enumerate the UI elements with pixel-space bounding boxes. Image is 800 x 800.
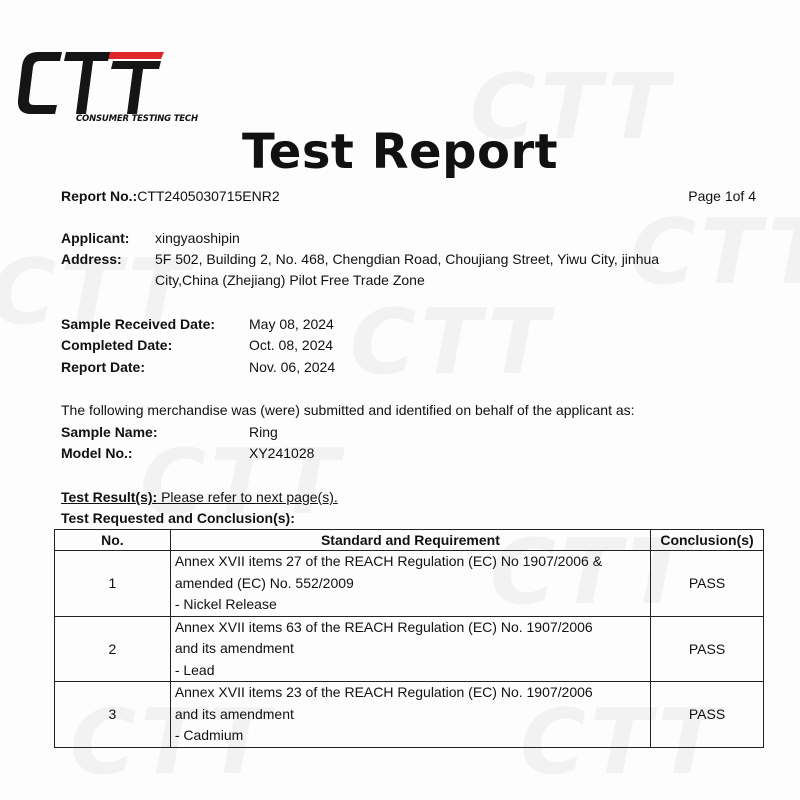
row-number: 2 bbox=[55, 616, 171, 682]
report-number-label: Report No.: bbox=[61, 188, 138, 204]
standard-line: - Nickel Release bbox=[174, 596, 277, 612]
report-number-row bbox=[61, 186, 280, 207]
standard-line: amended (EC) No. 552/2009 bbox=[174, 574, 354, 591]
applicant-value: xingyaoshipin bbox=[155, 230, 240, 246]
completed-date-value: Oct. 08, 2024 bbox=[249, 337, 334, 353]
row-standard bbox=[170, 616, 650, 682]
table-header-row bbox=[55, 530, 764, 551]
sample-received-value: May 08, 2024 bbox=[249, 316, 334, 332]
results-table bbox=[54, 529, 764, 748]
table-row bbox=[55, 616, 764, 682]
test-result-row bbox=[61, 487, 338, 508]
table-row bbox=[55, 551, 764, 617]
row-conclusion: PASS bbox=[651, 616, 764, 682]
row-standard bbox=[170, 682, 650, 748]
address-line-2: City,China (Zhejiang) Pilot Free Trade Zone bbox=[155, 272, 425, 288]
standard-line: Annex XVII items 27 of the REACH Regulation (EC) No 1907/2006 & bbox=[174, 553, 603, 569]
completed-date-label: Completed Date: bbox=[61, 337, 173, 353]
sample-name-value: Ring bbox=[249, 424, 278, 440]
standard-line: - Cadmium bbox=[174, 727, 244, 743]
standard-line: and its amendment bbox=[174, 640, 294, 656]
applicant-label: Applicant: bbox=[61, 230, 130, 246]
report-number: CTT2405030715ENR2 bbox=[137, 188, 280, 204]
sample-name-label: Sample Name: bbox=[61, 424, 158, 440]
intro-text: The following merchandise was (were) submitted and identified on behalf of the applicant as: bbox=[61, 402, 635, 418]
row-conclusion: PASS bbox=[651, 682, 764, 748]
row-number: 3 bbox=[55, 682, 171, 748]
logo-tagline: CONSUMER TESTING TECH bbox=[76, 114, 198, 124]
header-no: No. bbox=[55, 530, 171, 551]
row-standard bbox=[170, 551, 650, 617]
standard-line: Annex XVII items 63 of the REACH Regulation (EC) No. 1907/2006 bbox=[174, 618, 593, 635]
standard-line: Annex XVII items 23 of the REACH Regulation (EC) No. 1907/2006 bbox=[174, 684, 593, 700]
page-title: Test Report bbox=[241, 124, 559, 180]
test-result-label: Test Result(s): bbox=[61, 489, 158, 505]
conclusion-heading: Test Requested and Conclusion(s): bbox=[61, 510, 295, 526]
model-no-value: XY241028 bbox=[249, 445, 315, 461]
model-no-label: Model No.: bbox=[61, 445, 133, 461]
header-conclusion: Conclusion(s) bbox=[651, 530, 764, 551]
sample-received-label: Sample Received Date: bbox=[61, 316, 216, 332]
standard-line: and its amendment bbox=[174, 705, 294, 722]
table-row bbox=[55, 682, 764, 748]
row-number: 1 bbox=[55, 551, 171, 617]
test-result-text: Please refer to next page(s). bbox=[157, 489, 338, 505]
report-date-value: Nov. 06, 2024 bbox=[249, 359, 336, 375]
address-line-1: 5F 502, Building 2, No. 468, Chengdian Road, Choujiang Street, Yiwu City, jinhua bbox=[155, 251, 660, 267]
header-standard: Standard and Requirement bbox=[170, 530, 650, 551]
report-date-label: Report Date: bbox=[61, 359, 146, 375]
ctt-watermark bbox=[350, 290, 553, 395]
page-indicator: Page 1of 4 bbox=[688, 188, 756, 204]
address-label: Address: bbox=[61, 251, 122, 267]
standard-line: - Lead bbox=[174, 661, 215, 678]
row-conclusion: PASS bbox=[651, 551, 764, 617]
